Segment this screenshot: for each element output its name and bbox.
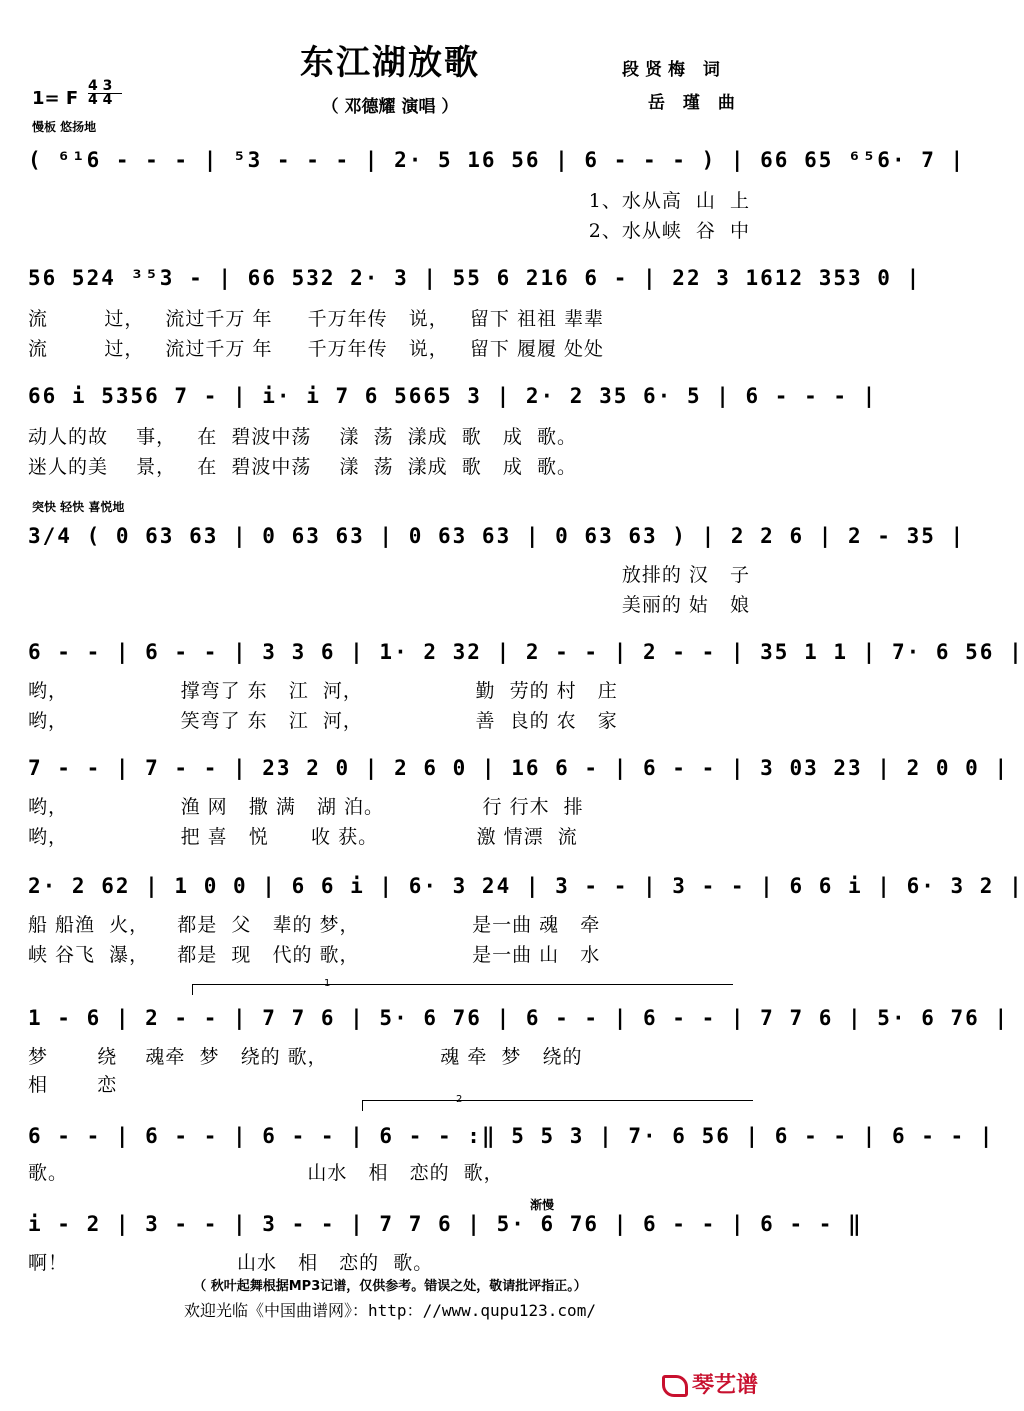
lyric-verse-1: 梦 绕 魂牵 梦 绕的 歌， 魂 牵 梦 绕的 — [28, 1046, 583, 1068]
notation-line: ( ⁶¹6 - - - | ⁵3 - - - | 2· 5 16 56 | 6 - - - ) | 66 65 ⁶⁵6· 7 | — [28, 148, 966, 172]
composer-credit: 岳 瑾 曲 — [648, 93, 741, 113]
tempo-marking: 慢板 悠扬地 — [32, 120, 97, 134]
lyric-verse-2: 2、水从峡 谷 中 — [588, 220, 750, 242]
score-row-10 — [0, 1196, 863, 1396]
lyric-verse-2: 美丽的 姑 娘 — [621, 594, 750, 616]
notation-line: 2· 2 62 | 1 0 0 | 6 6 i | 6· 3 24 | 3 - - | 3 - - | 6 6 i | 6· 3 2 | — [28, 874, 1024, 898]
notation-line: 6 - - | 6 - - | 6 - - | 6 - - :‖ 5 5 3 | 7· 6 56 | 6 - - | 6 - - | — [28, 1124, 995, 1148]
first-ending-number: 1 — [324, 978, 331, 989]
notation-line: i - 2 | 3 - - | 3 - - | 7 7 6 | 5· 6 76 | 6 - - | 6 - - ‖ — [28, 1212, 863, 1236]
logo-icon — [662, 1375, 688, 1397]
lyric-verse-1: 放排的 汉 子 — [621, 564, 750, 586]
song-title: 东江湖放歌 — [300, 43, 480, 83]
lyric-verse-1: 动人的故 事， 在 碧波中荡 漾 荡 漾成 歌 成 歌。 — [28, 426, 577, 448]
lyric-verse-1: 啊！ 山水 相 恋的 歌。 — [28, 1252, 434, 1274]
lyric-verse-1: 流 过， 流过千万 年 千万年传 说， 留下 祖祖 辈辈 — [28, 308, 604, 330]
notation-line: 1 - 6 | 2 - - | 7 7 6 | 5· 6 76 | 6 - - | 6 - - | 7 7 6 | 5· 6 76 | — [28, 1006, 1010, 1030]
transcription-note: （ 秋叶起舞根据MP3记谱，仅供参考。错误之处，敬请批评指正。） — [193, 1279, 587, 1294]
key-signature: 1= F — [32, 88, 79, 109]
lyric-verse-1: 哟， 撑弯了 东 江 河， 勤 劳的 村 庄 — [28, 680, 618, 702]
second-ending-number: 2 — [456, 1094, 463, 1105]
tempo-marking: 突快 轻快 喜悦地 — [32, 500, 125, 514]
first-ending-bracket — [192, 984, 733, 995]
tempo-marking: 渐慢 — [530, 1198, 555, 1212]
lyric-verse-2: 相 恋 — [28, 1074, 118, 1096]
lyricist-credit: 段贤梅 词 — [622, 60, 726, 80]
notation-line: 56 524 ³⁵3 - | 66 532 2· 3 | 55 6 216 6 - | 22 3 1612 353 0 | — [28, 266, 922, 290]
notation-line: 66 i 5356 7 - | i· i 7 6 5665 3 | 2· 2 35 6· 5 | 6 - - - | — [28, 384, 878, 408]
lyric-verse-1: 船 船渔 火， 都是 父 辈的 梦， 是一曲 魂 牵 — [28, 914, 601, 936]
notation-line: 7 - - | 7 - - | 23 2 0 | 2 6 0 | 16 6 - | 6 - - | 3 03 23 | 2 0 0 | — [28, 756, 1010, 780]
time-signature: 4 3 4 4 — [88, 80, 122, 107]
notation-line: 6 - - | 6 - - | 3 3 6 | 1· 2 32 | 2 - - | 2 - - | 35 1 1 | 7· 6 56 | — [28, 640, 1024, 664]
lyric-verse-2: 哟， 把 喜 悦 收 获。 激 情漂 流 — [28, 826, 578, 848]
lyric-verse-2: 迷人的美 景， 在 碧波中荡 漾 荡 漾成 歌 成 歌。 — [28, 456, 577, 478]
second-ending-bracket — [362, 1100, 753, 1111]
lyric-verse-1: 哟， 渔 网 撒 满 湖 泊。 行 行木 排 — [28, 796, 584, 818]
website-line: 欢迎光临《中国曲谱网》：http：//www.qupu123.com/ — [184, 1301, 596, 1320]
site-logo: 琴艺谱 — [662, 1368, 758, 1399]
lyric-verse-1: 1、水从高 山 上 — [588, 190, 750, 212]
lyric-verse-1: 歌。 山水 相 恋的 歌， — [28, 1162, 504, 1184]
singer-line: （ 邓德耀 演唱 ） — [321, 97, 459, 117]
lyric-verse-2: 哟， 笑弯了 东 江 河， 善 良的 农 家 — [28, 710, 618, 732]
lyric-verse-2: 流 过， 流过千万 年 千万年传 说， 留下 履履 处处 — [28, 338, 604, 360]
lyric-verse-2: 峡 谷飞 瀑， 都是 现 代的 歌， 是一曲 山 水 — [28, 944, 601, 966]
notation-line: 3/4 ( 0 63 63 | 0 63 63 | 0 63 63 | 0 63 63 ) | 2 2 6 | 2 - 35 | — [28, 524, 966, 548]
